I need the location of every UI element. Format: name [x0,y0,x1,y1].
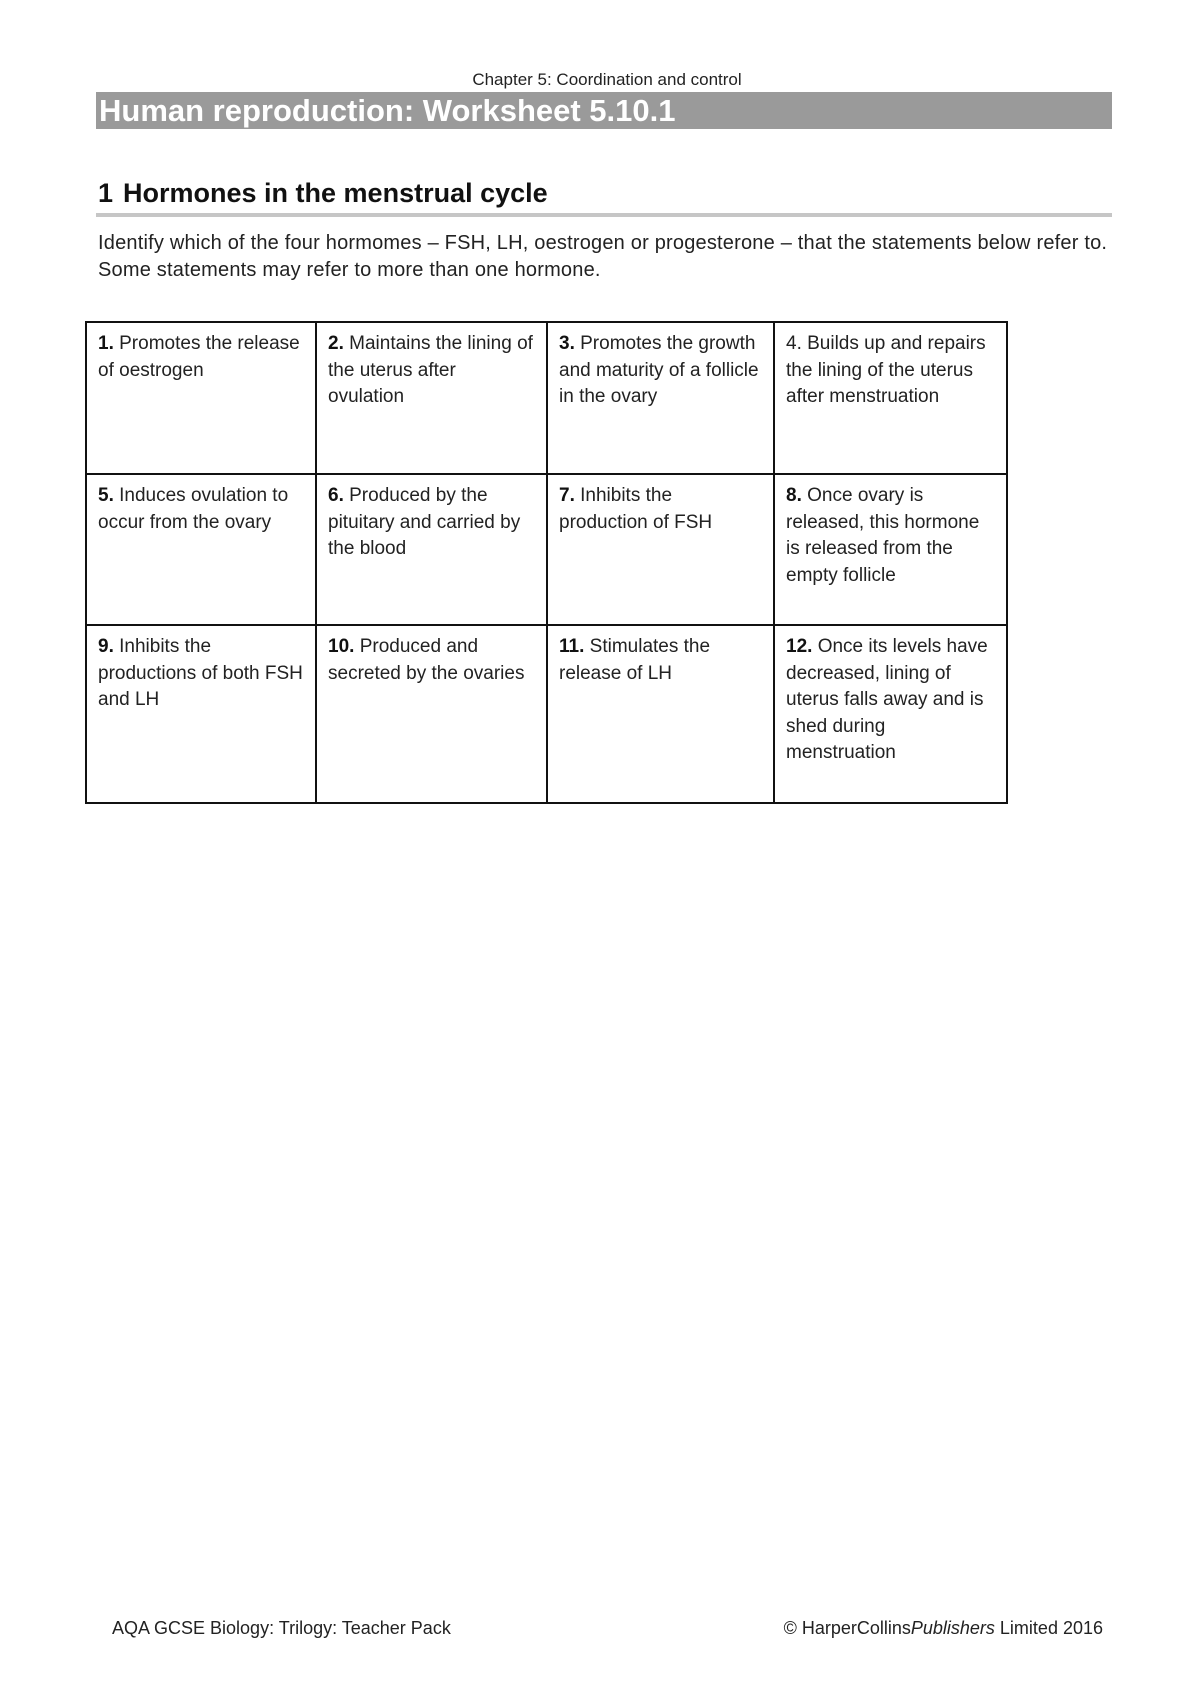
statement-number: 10. [328,636,355,657]
copyright-prefix: © HarperCollins [783,1618,911,1638]
table-row [86,474,1007,625]
footer-publication: AQA GCSE Biology: Trilogy: Teacher Pack [112,1618,451,1638]
section-heading [98,178,548,209]
statement-cell [774,474,1007,625]
statement-text: Inhibits the productions of both FSH and LH [98,636,303,710]
statement-number: 3. [559,333,575,354]
copyright-suffix: Limited 2016 [994,1618,1103,1638]
section-number: 1 [98,178,114,208]
copyright-italic: Publishers [910,1618,995,1638]
statement-text: Promotes the growth and maturity of a follicle in the ovary [559,333,759,407]
statement-text: Stimulates the release of LH [559,636,711,684]
table-row [86,322,1007,474]
statement-number: 1. [98,333,114,354]
statement-text: Inhibits the production of FSH [559,485,713,533]
table-row [86,625,1007,803]
statement-number: 8. [786,485,802,506]
statement-text: Produced and secreted by the ovaries [328,636,525,684]
statement-cell [316,625,547,803]
statement-cell [774,322,1007,474]
section-divider [96,213,1112,217]
statement-cell [86,625,316,803]
statement-text: 4. Builds up and repairs the lining of the uterus after menstruation [786,333,986,407]
statement-number: 12. [786,636,813,657]
statement-text: Once its levels have decreased, lining of uterus falls away and is shed during menstruation [786,636,988,763]
worksheet-title-bar [96,92,1112,129]
statement-cell [774,625,1007,803]
worksheet-title: Human reproduction: Worksheet 5.10.1 [99,93,676,128]
statement-number: 5. [98,485,114,506]
statement-text: Produced by the pituitary and carried by the blood [328,485,521,559]
statement-number: 11. [559,636,585,657]
statement-text: Once ovary is released, this hormone is released from the empty follicle [786,485,980,586]
footer-copyright [784,1618,1103,1639]
statement-number: 9. [98,636,114,657]
statement-cell [547,474,774,625]
statement-text: Maintains the lining of the uterus after ovulation [328,333,533,407]
statement-number: 2. [328,333,344,354]
statement-cell [547,322,774,474]
statement-number: 6. [328,485,344,506]
statement-cell [86,474,316,625]
statement-cell [86,322,316,474]
statement-text: Promotes the release of oestrogen [98,333,300,381]
instructions-text: Identify which of the four hormomes – FSH, LH, oestrogen or progesterone – that the statements below refer to. Some statements may refer to more than one hormone. [98,232,1108,281]
chapter-header: Chapter 5: Coordination and control [472,70,742,89]
statement-text: Induces ovulation to occur from the ovary [98,485,289,533]
statement-cell [547,625,774,803]
statement-number: 7. [559,485,575,506]
statements-table [85,321,1008,804]
statement-cell [316,322,547,474]
statement-cell [316,474,547,625]
section-title: Hormones in the menstrual cycle [123,178,548,208]
